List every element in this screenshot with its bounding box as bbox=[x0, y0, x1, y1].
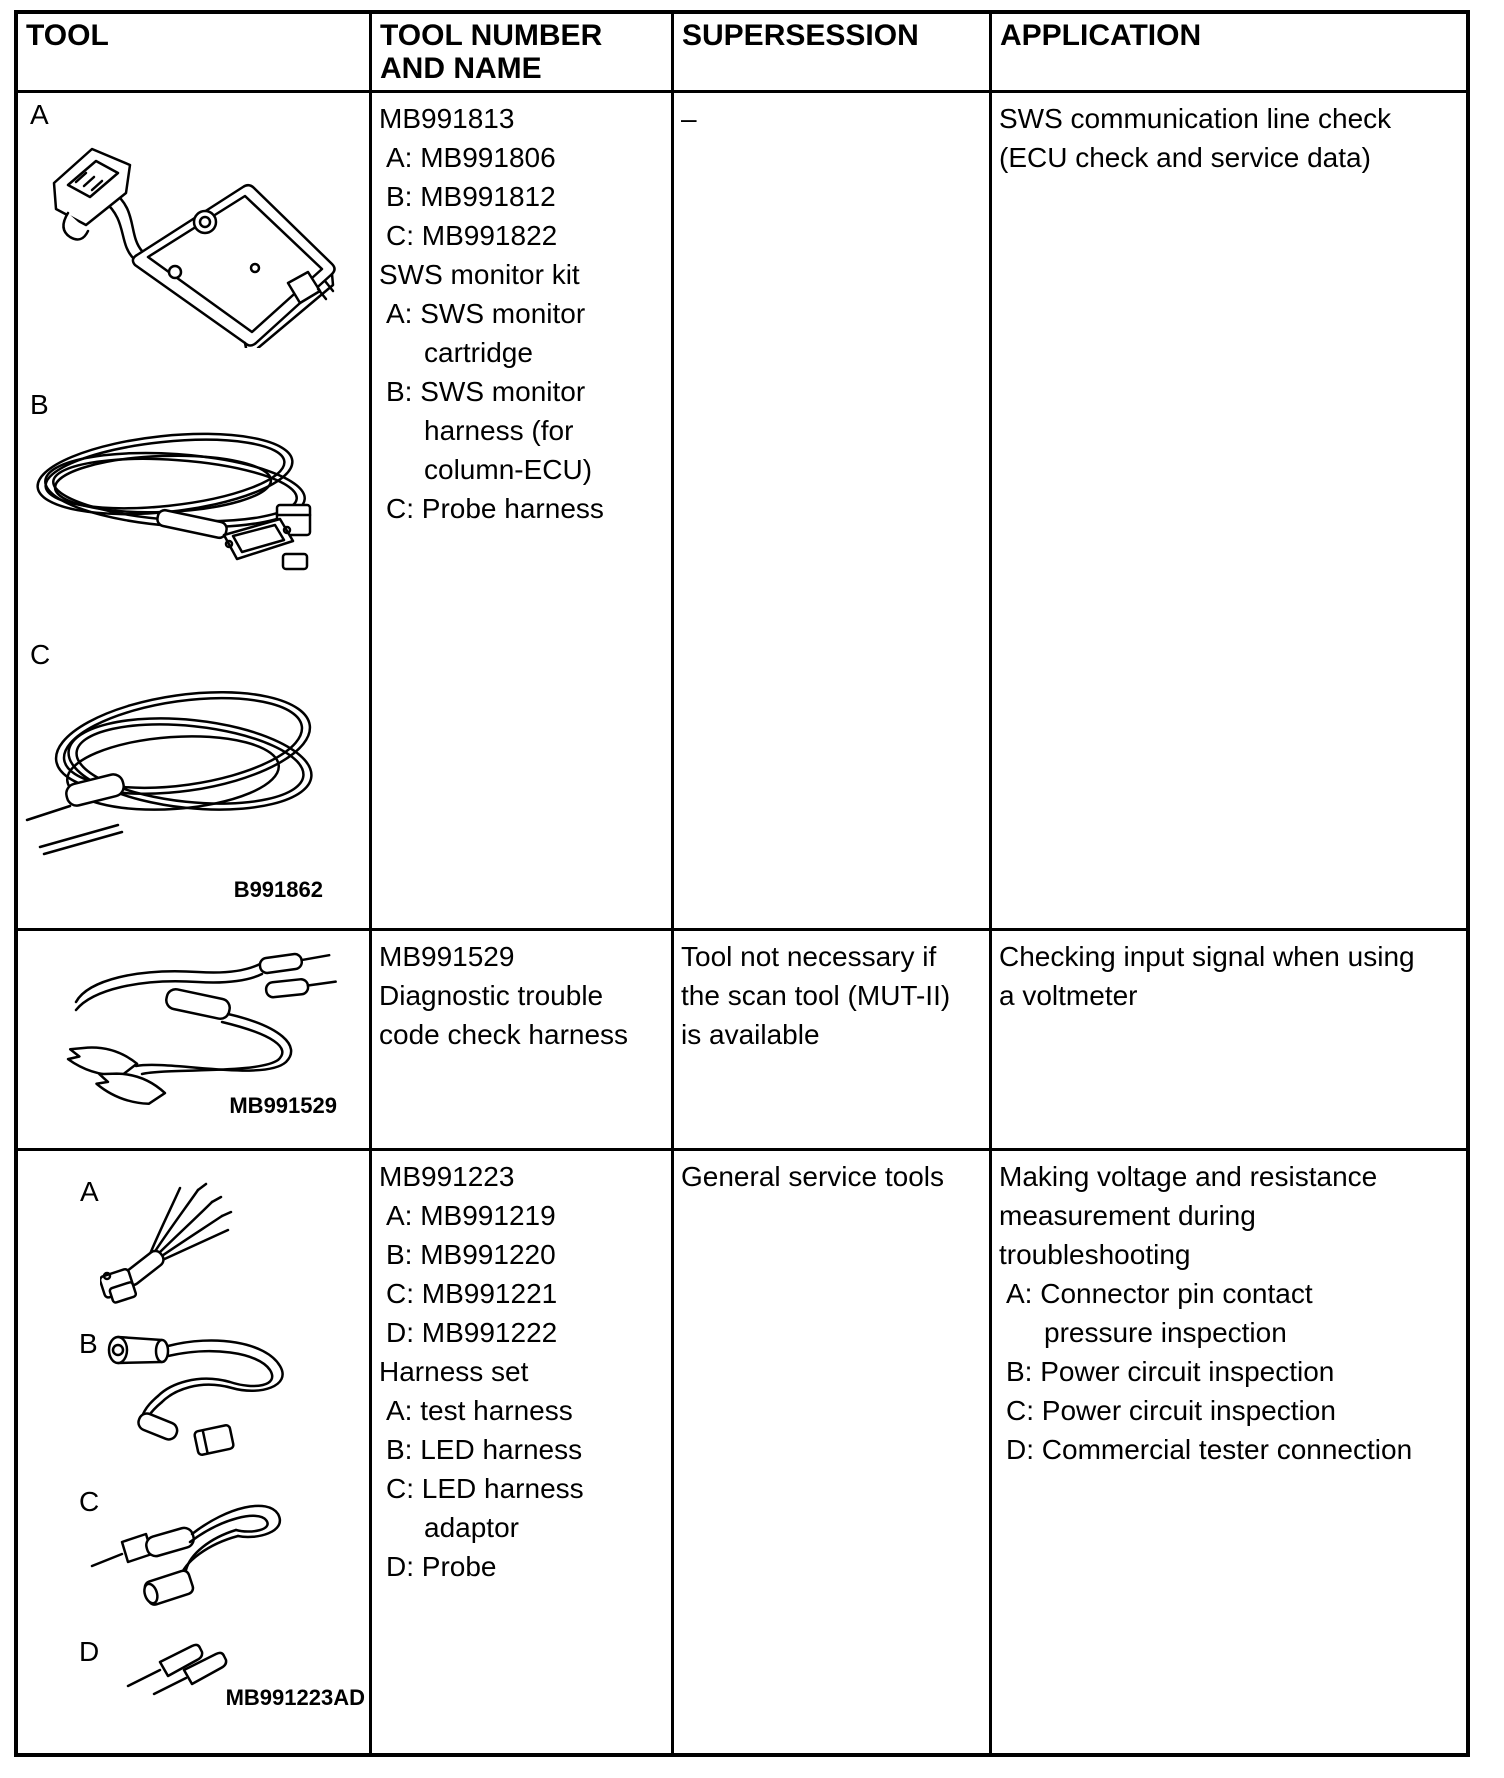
supersession-cell bbox=[674, 931, 992, 1148]
text-line: SWS monitor kit bbox=[379, 259, 580, 290]
text-line: harness (for bbox=[424, 415, 574, 446]
text-line: B: Power circuit inspection bbox=[1006, 1356, 1335, 1387]
text-line: code check harness bbox=[379, 1019, 629, 1050]
text-line: D: MB991222 bbox=[386, 1317, 558, 1348]
sws-monitor-harness-coil-illustration bbox=[25, 422, 335, 607]
figure-code: MB991529 bbox=[229, 1093, 337, 1118]
text-line: cartridge bbox=[424, 337, 533, 368]
text-line: D: Commercial tester connection bbox=[1006, 1434, 1413, 1465]
tool-illustration-cell bbox=[18, 1151, 372, 1753]
callout-letter-c: C bbox=[79, 1486, 100, 1517]
text-line: MB991223 bbox=[379, 1161, 515, 1192]
header-application bbox=[992, 14, 1457, 90]
callout-letter-b: B bbox=[79, 1328, 98, 1359]
text-line: is available bbox=[681, 1019, 820, 1050]
supersession-cell bbox=[674, 1151, 992, 1753]
special-tools-table bbox=[14, 10, 1470, 1757]
supersession-cell bbox=[674, 93, 992, 928]
application-cell bbox=[992, 931, 1457, 1148]
text-line: the scan tool (MUT-II) bbox=[681, 980, 951, 1011]
table-row bbox=[18, 931, 1466, 1151]
probe-harness-coil-illustration bbox=[18, 668, 323, 873]
text-line: B: MB991220 bbox=[386, 1239, 556, 1270]
header-application-label: APPLICATION bbox=[1000, 19, 1202, 52]
text-line: C: MB991221 bbox=[386, 1278, 558, 1309]
application-cell bbox=[992, 93, 1457, 928]
application-cell bbox=[992, 1151, 1457, 1753]
text-line: measurement during bbox=[999, 1200, 1256, 1231]
text-line: C: LED harness bbox=[386, 1473, 584, 1504]
tool-number-cell bbox=[372, 931, 674, 1148]
test-harness-illustration bbox=[100, 1182, 235, 1307]
text-line: Checking input signal when using bbox=[999, 941, 1415, 972]
callout-letter-b: B bbox=[30, 389, 49, 420]
header-tool-number-line2: AND NAME bbox=[380, 52, 542, 85]
text-line: A: MB991219 bbox=[386, 1200, 556, 1231]
text-line: C: Power circuit inspection bbox=[1006, 1395, 1336, 1426]
header-tool-label: TOOL bbox=[26, 19, 109, 52]
text-line: Making voltage and resistance bbox=[999, 1161, 1378, 1192]
text-line: D: Probe bbox=[386, 1551, 497, 1582]
tool-number-cell bbox=[372, 93, 674, 928]
text-line: C: Probe harness bbox=[386, 493, 604, 524]
header-tool-number-line1: TOOL NUMBER bbox=[380, 19, 603, 52]
text-line: B: LED harness bbox=[386, 1434, 583, 1465]
callout-letter-a: A bbox=[30, 99, 49, 130]
table-row bbox=[18, 1151, 1466, 1753]
text-line: a voltmeter bbox=[999, 980, 1138, 1011]
text-line: B: MB991812 bbox=[386, 181, 556, 212]
callout-letter-d: D bbox=[79, 1636, 100, 1667]
header-supersession bbox=[674, 14, 992, 90]
tool-illustration-cell bbox=[18, 931, 372, 1148]
callout-letter-c: C bbox=[30, 639, 51, 670]
text-line: Diagnostic trouble bbox=[379, 980, 604, 1011]
text-line: A: MB991806 bbox=[386, 142, 556, 173]
tool-illustration-cell bbox=[18, 93, 372, 928]
text-line: MB991813 bbox=[379, 103, 515, 134]
text-line: Tool not necessary if bbox=[681, 941, 937, 972]
text-line: troubleshooting bbox=[999, 1239, 1191, 1270]
text-line: B: SWS monitor bbox=[386, 376, 586, 407]
text-line: SWS communication line check bbox=[999, 103, 1392, 134]
text-line: Harness set bbox=[379, 1356, 529, 1387]
led-harness-adaptor-illustration bbox=[88, 1478, 288, 1610]
text-line: MB991529 bbox=[379, 941, 515, 972]
header-tool-number bbox=[372, 14, 674, 90]
header-supersession-label: SUPERSESSION bbox=[682, 19, 919, 52]
text-line: pressure inspection bbox=[1044, 1317, 1287, 1348]
text-line: C: MB991822 bbox=[386, 220, 558, 251]
text-line: A: Connector pin contact bbox=[1006, 1278, 1313, 1309]
text-line: adaptor bbox=[424, 1512, 519, 1543]
figure-code: MB991223AD bbox=[225, 1685, 365, 1710]
table-header-row bbox=[18, 14, 1466, 93]
text-line: A: SWS monitor bbox=[386, 298, 586, 329]
probe-set-illustration bbox=[126, 1634, 238, 1696]
header-tool bbox=[18, 14, 372, 90]
figure-code: B991862 bbox=[233, 877, 323, 902]
callout-letter-a: A bbox=[80, 1176, 99, 1207]
text-line: column-ECU) bbox=[424, 454, 593, 485]
dtc-check-harness-illustration bbox=[48, 942, 348, 1117]
text-line: (ECU check and service data) bbox=[999, 142, 1371, 173]
text-line: A: test harness bbox=[386, 1395, 573, 1426]
led-harness-illustration bbox=[104, 1326, 294, 1458]
text-line: – bbox=[681, 103, 697, 134]
tool-number-cell bbox=[372, 1151, 674, 1753]
sws-monitor-cartridge-illustration bbox=[40, 133, 340, 348]
table-row bbox=[18, 93, 1466, 931]
text-line: General service tools bbox=[681, 1161, 945, 1192]
